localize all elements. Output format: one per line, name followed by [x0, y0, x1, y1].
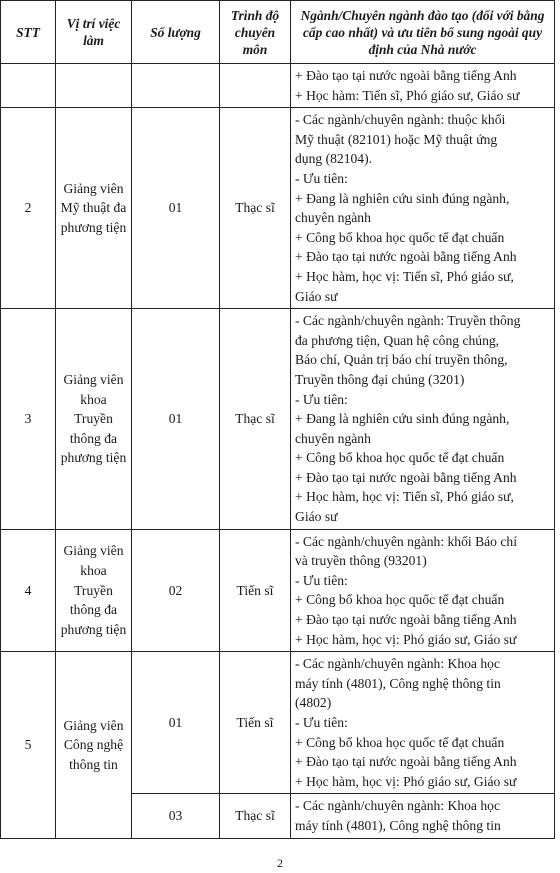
cell-qualification: Thạc sĩ	[220, 108, 291, 309]
table-row	[1, 309, 555, 530]
requirement-line: + Học hàm: Tiến sĩ, Phó giáo sư, Giáo sư	[295, 87, 520, 103]
requirement-line: + Học hàm, học vị: Tiến sĩ, Phó giáo sư,	[295, 268, 514, 284]
requirement-line: - Ưu tiên:	[295, 170, 348, 186]
requirement-line: - Ưu tiên:	[295, 572, 348, 588]
requirement-line: + Đào tạo tại nước ngoài bằng tiếng Anh	[295, 68, 517, 83]
requirement-line: (4802)	[295, 695, 332, 711]
requirement-line: + Đào tạo tại nước ngoài bằng tiếng Anh	[295, 612, 517, 628]
requirement-line: Giáo sư	[295, 509, 338, 525]
cell-position: Giảng viên Mỹ thuật đa phương tiện	[56, 108, 132, 309]
requirement-line: + Học hàm, học vị: Phó giáo sư, Giáo sư	[295, 631, 517, 647]
header-row	[1, 1, 555, 64]
cell-quantity	[132, 64, 220, 108]
cell-stt: 3	[1, 309, 56, 530]
requirement-line: + Đào tạo tại nước ngoài bằng tiếng Anh	[295, 754, 517, 770]
cell-position: Giảng viên khoa Truyền thông đa phương tiện	[56, 529, 132, 652]
page-number: 2	[277, 856, 283, 870]
requirement-line: - Các ngành/chuyên ngành: Khoa học	[295, 656, 500, 672]
cell-qualification: Thạc sĩ	[220, 794, 291, 838]
cell-stt	[1, 64, 56, 108]
cell-stt: 4	[1, 529, 56, 652]
requirement-line: - Các ngành/chuyên ngành: khối Báo chí	[295, 533, 517, 549]
header-stt: STT	[1, 1, 56, 64]
requirement-line: Mỹ thuật (82101) hoặc Mỹ thuật ứng	[295, 131, 498, 147]
table-row	[1, 108, 555, 309]
requirement-line: + Công bố khoa học quốc tế đạt chuẩn	[295, 734, 505, 750]
table-row	[1, 529, 555, 652]
requirement-line: - Ưu tiên:	[295, 391, 348, 407]
cell-qualification: Tiến sĩ	[220, 652, 291, 794]
requirement-line: Truyền thông đại chúng (3201)	[295, 371, 465, 387]
requirement-line: - Ưu tiên:	[295, 715, 348, 730]
cell-position: Giảng viên khoa Truyền thông đa phương tiện	[56, 309, 132, 530]
cell-requirements	[291, 64, 555, 108]
requirement-line: máy tính (4801), Công nghệ thông tin	[295, 817, 501, 833]
requirement-line: dụng (82104).	[295, 151, 373, 167]
cell-requirements	[291, 794, 555, 838]
requirement-line: + Học hàm, học vị: Tiến sĩ, Phó giáo sư,	[295, 489, 514, 505]
requirement-line: + Công bố khoa học quốc tế đạt chuẩn	[295, 450, 505, 466]
requirement-line: - Các ngành/chuyên ngành: Khoa học	[295, 798, 500, 814]
requirement-line: + Công bố khoa học quốc tế đạt chuẩn	[295, 592, 505, 608]
requirement-line: và truyền thông (93201)	[295, 553, 427, 569]
cell-quantity: 01	[132, 108, 220, 309]
header-position: Vị trí việc làm	[56, 1, 132, 64]
header-quantity: Số lượng	[132, 1, 220, 64]
cell-qualification	[220, 64, 291, 108]
requirement-line: đa phương tiện, Quan hệ công chúng,	[295, 332, 500, 348]
cell-qualification: Tiến sĩ	[220, 529, 291, 652]
cell-requirements	[291, 529, 555, 652]
requirement-line: Báo chí, Quản trị báo chí truyền thông,	[295, 352, 508, 368]
cell-stt: 5	[1, 652, 56, 838]
requirement-line: + Đào tạo tại nước ngoài bằng tiếng Anh	[295, 249, 517, 265]
header-qualification: Trình độ chuyên môn	[220, 1, 291, 64]
requirement-line: + Đào tạo tại nước ngoài bằng tiếng Anh	[295, 469, 517, 485]
requirement-line: + Đang là nghiên cứu sinh đúng ngành,	[295, 190, 510, 206]
cell-requirements	[291, 309, 555, 530]
cell-stt: 2	[1, 108, 56, 309]
cell-quantity: 03	[132, 794, 220, 838]
header-field: Ngành/Chuyên ngành đào tạo (đối với bằng cấp cao nhất) và ưu tiên bổ sung ngoài quy định của Nhà nước	[291, 1, 555, 64]
requirement-line: + Công bố khoa học quốc tế đạt chuẩn	[295, 229, 505, 245]
cell-qualification: Thạc sĩ	[220, 309, 291, 530]
requirement-line: Giáo sư	[295, 288, 338, 304]
cell-requirements	[291, 652, 555, 794]
requirement-line: chuyên ngành	[295, 210, 371, 226]
cell-quantity: 01	[132, 652, 220, 794]
table-row	[1, 652, 555, 794]
requirement-line: + Đang là nghiên cứu sinh đúng ngành,	[295, 411, 510, 427]
requirement-line: - Các ngành/chuyên ngành: thuộc khối	[295, 112, 506, 128]
requirement-line: - Các ngành/chuyên ngành: Truyền thông	[295, 313, 521, 329]
requirement-line: máy tính (4801), Công nghệ thông tin	[295, 675, 501, 691]
cell-quantity: 02	[132, 529, 220, 652]
cell-quantity: 01	[132, 309, 220, 530]
cell-position	[56, 64, 132, 108]
requirement-line: chuyên ngành	[295, 430, 371, 446]
requirement-line: + Học hàm, học vị: Phó giáo sư, Giáo sư	[295, 773, 517, 789]
cell-position: Giảng viên Công nghệ thông tin	[56, 652, 132, 838]
table-row	[1, 64, 555, 108]
cell-requirements	[291, 108, 555, 309]
